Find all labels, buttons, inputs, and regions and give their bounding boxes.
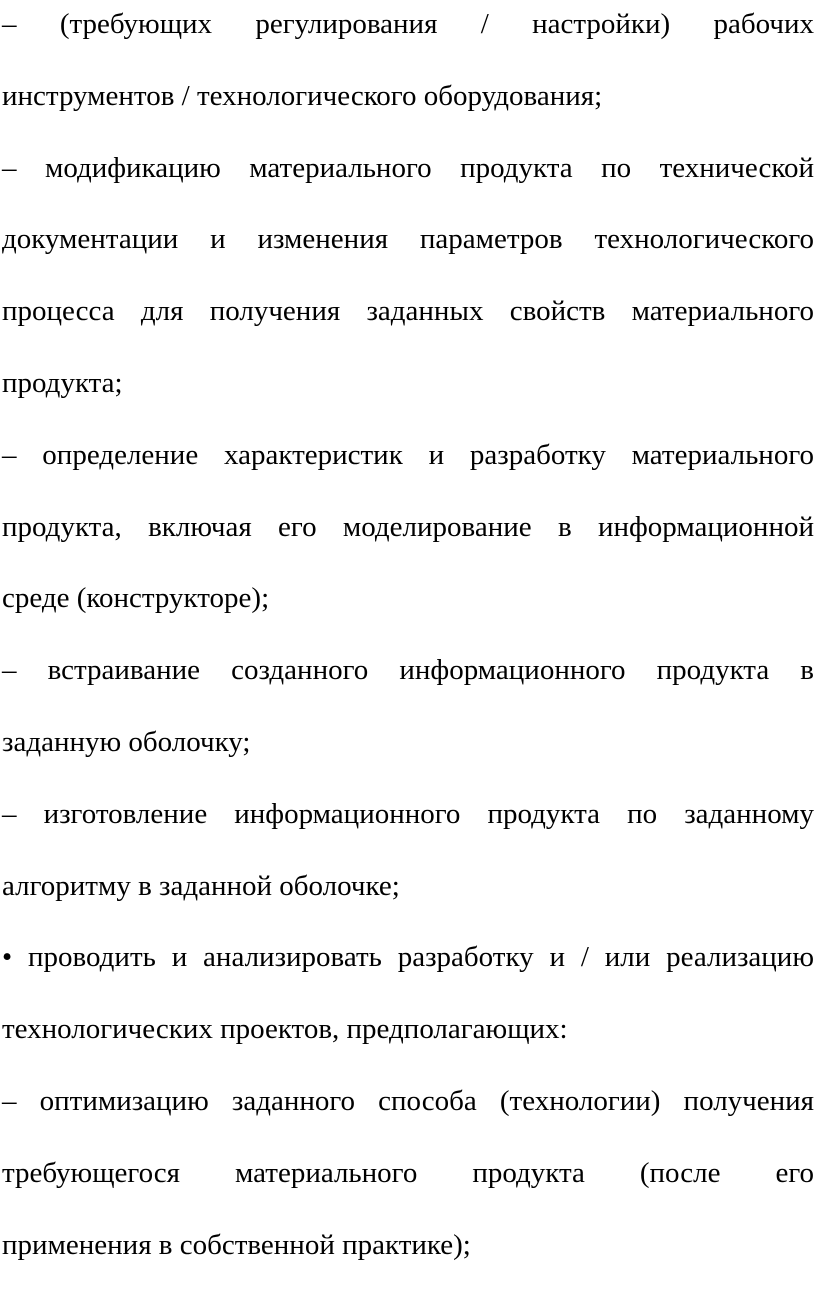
text-line: – модификацию материального продукта по технической — [2, 152, 814, 184]
text-line: процесса для получения заданных свойств материального — [2, 295, 814, 327]
text-line: – (требующих регулирования / настройки) рабочих — [2, 8, 814, 40]
text-line: • проводить и анализировать разработку и / или реализацию — [2, 941, 814, 973]
text-line: заданную оболочку; — [2, 726, 251, 758]
text-line: среде (конструкторе); — [2, 582, 270, 614]
text-line: – встраивание созданного информационного продукта в — [2, 654, 814, 686]
text-line: продукта, включая его моделирование в информационной — [2, 511, 814, 543]
text-line: – определение характеристик и разработку материального — [2, 439, 814, 471]
text-line: – оптимизацию заданного способа (технологии) получения — [2, 1085, 814, 1117]
text-line: алгоритму в заданной оболочке; — [2, 870, 400, 902]
text-line: требующегося материального продукта (после его — [2, 1157, 814, 1189]
text-line: технологических проектов, предполагающих: — [2, 1013, 568, 1045]
text-line: – изготовление информационного продукта по заданному — [2, 798, 814, 830]
text-line: применения в собственной практике); — [2, 1229, 471, 1261]
text-line: продукта; — [2, 367, 123, 399]
text-line: инструментов / технологического оборудования; — [2, 80, 603, 112]
text-line: документации и изменения параметров технологического — [2, 223, 814, 255]
